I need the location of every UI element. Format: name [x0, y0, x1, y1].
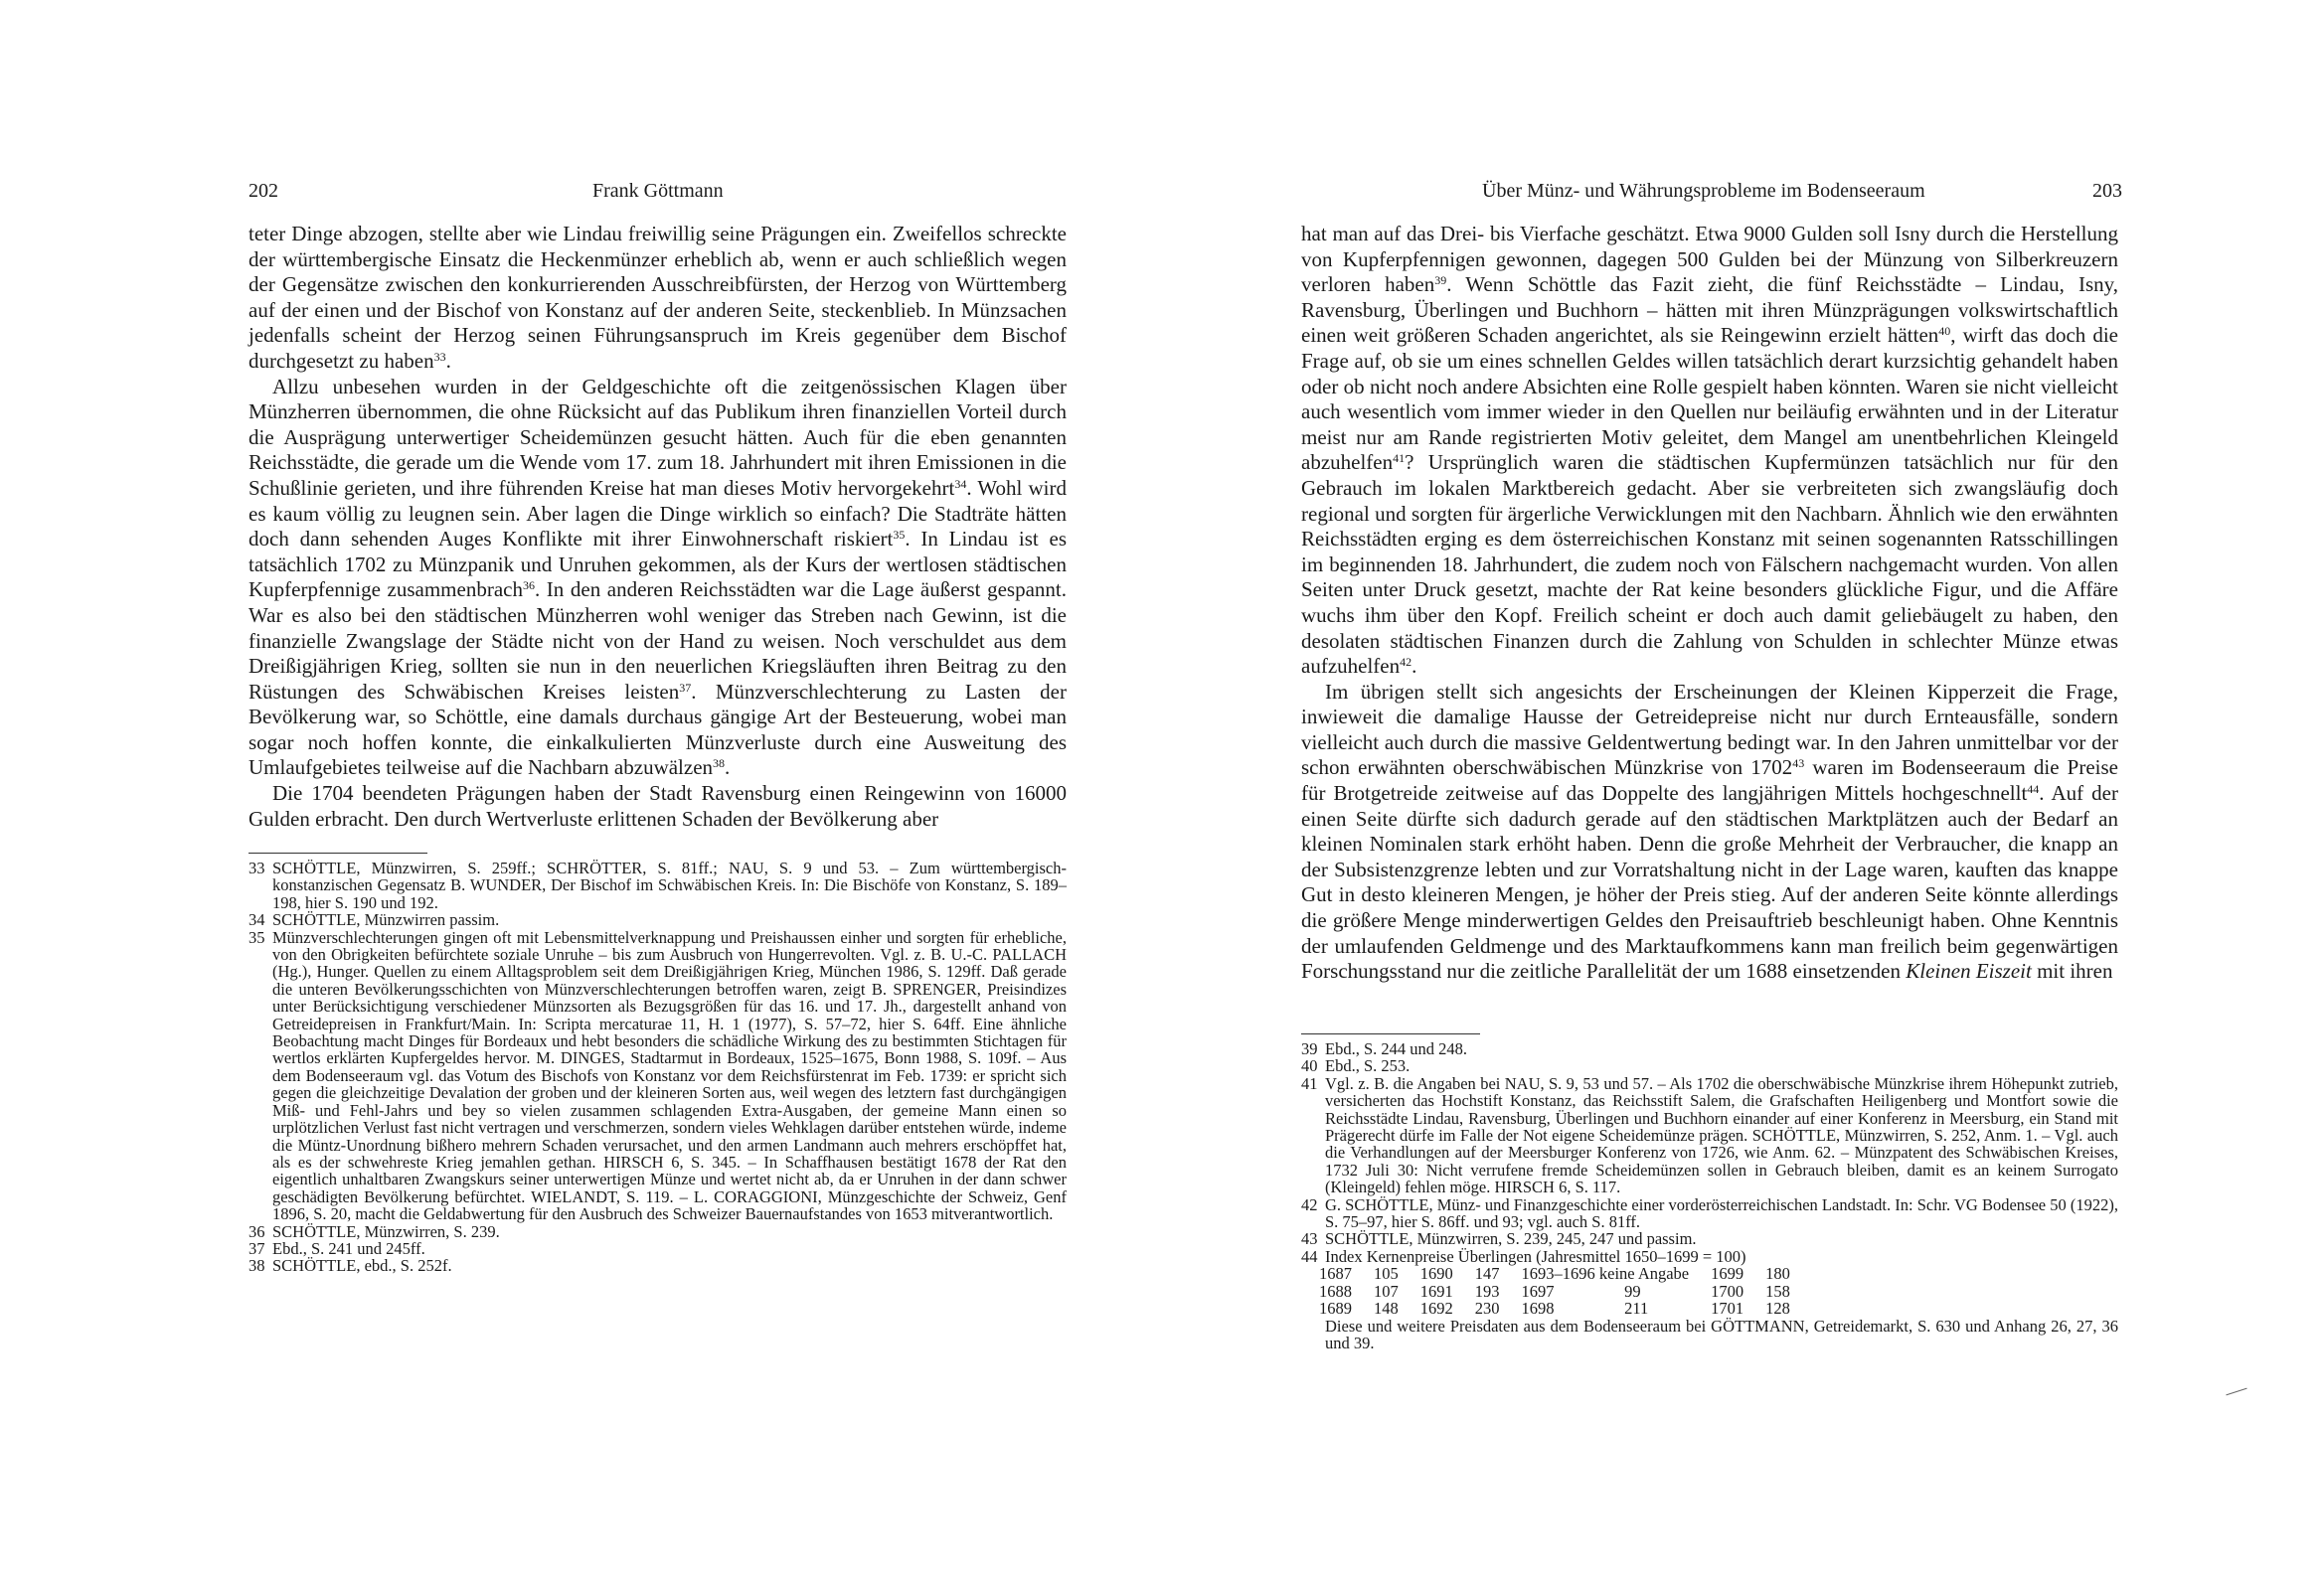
table-cell: 1699 [1711, 1264, 1744, 1284]
paragraph: hat man auf das Drei- bis Vierfache geschätzt. Etwa 9000 Gulden soll Isny durch die Herstellung von Kupferpfennigen gewonnen, dagegen 500 Gulden bei der Münzung von Silberkreuzern verloren haben$^{39}$. Wenn Schöttle das Fazit zieht, die fünf Reichsstädte – Lindau, Isny, Ravensburg, Überlingen und Buchhorn – hätten mit ihren Münzprägungen volkswirtschaftlich einen weit größeren Schaden angerichtet, als sie Reingewinn erzielt hätten$^{40}$, wirft das doch die Frage auf, ob sie um eines schnellen Geldes willen tatsächlich derart kurzsichtig gehandelt haben oder ob nicht noch andere Absichten eine Rolle gespielt haben könnten. Waren sie nicht vielleicht auch wesentlich vom immer wieder in den Quellen nur beiläufig erwähnten und in der Literatur meist nur am Rande registrierten Motiv geleitet, dem Mangel am unentbehrlichen Kleingeld abzuhelfen$^{41}$? Ursprünglich waren die städtischen Kupfermünzen tatsächlich nur für den Gebrauch im lokalen Marktbereich gedacht. Aber sie verbreiteten sich zwangsläufig doch regional und sorgten für ärgerliche Verwicklungen mit den Nachbarn. Ähnlich wie den erwähnten Reichsstädten erging es dem österreichischen Konstanz mit seinen sogenannten Ratsschillingen im beginnenden 18. Jahrhundert, die zudem noch von Fälschern nachgemacht wurden. Von allen Seiten unter Druck gesetzt, machte der Rat keine besonders glückliche Figur, und die Affäre wuchs ihm über den Kopf. Freilich scheint er doch auch damit geliebäugelt zu haben, den desolaten städtischen Finanzen durch die Zahlung von Schulden in schlechter Münze etwas aufzuhelfen$^{42}$. [1301, 222, 2119, 679]
table-cell: 1701 [1711, 1299, 1744, 1319]
paragraph: Im übrigen stellt sich angesichts der Erscheinungen der Kleinen Kipperzeit die Frage, inwieweit die damalige Hausse der Getreidepreise nicht nur durch Ernteausfälle, sondern vielleicht auch durch die massive Geldentwertung bedingt war. In den Jahren unmittelbar vor der schon erwähnten oberschwäbischen Münzkrise von 1702$^{43}$ waren im Bodenseeraum die Preise für Brotgetreide zeitweise auf das Doppelte des langjährigen Mittels hochgeschnellt$^{44}$. Auf der einen Seite dürfte sich dadurch gerade auf den städtischen Marktplätzen auch der Bedarf an kleinen Nominalen stark erhöht haben. Denn die große Mehrheit der Verbraucher, die knapp an der Subsistenzgrenze lebten und zur Vorratshaltung nicht in der Lage waren, kauften das knappe Gut in desto kleineren Mengen, je höher der Preis stieg. Auf der anderen Seite könnte allerdings die größere Menge minderwertigen Geldes den Preisauftrieb beschleunigt haben. Ohne Kenntnis der umlaufenden Geldmenge und des Marktaufkommens kann man freilich beim gegenwärtigen Forschungsstand nur die zeitliche Parallelität der um 1688 einsetzenden Kleinen Eiszeit mit ihren [1301, 679, 2118, 984]
table-cell: 1691 [1419, 1281, 1453, 1301]
table-cell: 1687 [1319, 1264, 1352, 1284]
table-cell: 1690 [1419, 1264, 1453, 1284]
footnote-rule [1301, 1033, 1480, 1034]
table-cell: 148 [1374, 1299, 1399, 1319]
table-cell: 1700 [1711, 1281, 1744, 1301]
footnote-33: 33 SCHÖTTLE, Münzwirren, S. 259ff.; SCHRÖTTER, S. 81ff.; NAU, S. 9 und 53. – Zum württembergisch-konstanzischen Gegensatz B. WUNDER, Der Bischof im Schwäbischen Kreis. In: Die Bischöfe von Konstanz, S. 189–198, hier S. 190 und 192. [249, 859, 1067, 912]
table-cell: 180 [1765, 1264, 1790, 1284]
right-body-text [1301, 222, 2118, 985]
table-cell: 99 [1624, 1281, 1641, 1301]
footnote-37: 37 Ebd., S. 241 und 245ff. [249, 1238, 425, 1258]
table-cell: 105 [1374, 1264, 1399, 1284]
running-head-right: Über Münz- und Währungsprobleme im Bodenseeraum [1482, 180, 1925, 202]
paragraph: Die 1704 beendeten Prägungen haben der Stadt Ravensburg einen Reingewinn von 16000 Gulden erbracht. Den durch Wertverluste erlittenen Schaden der Bevölkerung aber [249, 781, 1067, 831]
table-cell: 158 [1765, 1281, 1790, 1301]
left-body-text [249, 222, 1067, 832]
footnote-40: 40 Ebd., S. 253. [1301, 1056, 1411, 1076]
page-number-left: 202 [249, 180, 278, 202]
price-index-table [1319, 1265, 1812, 1317]
paragraph: Allzu unbesehen wurden in der Geldgeschichte oft die zeitgenössischen Klagen über Münzherren übernommen, die ohne Rücksicht auf das Publikum ihren finanziellen Vorteil durch die Ausprägung unterwertiger Scheidemünzen gesucht hätten. Auch für die eben genannten Reichsstädte, die gerade um die Wende vom 17. zum 18. Jahrhundert mit ihren Emissionen in die Schußlinie gerieten, und ihre führenden Kreise hat man dieses Motiv hervorgekehrt$^{34}$. Wohl wird es kaum völlig zu leugnen sein. Aber lagen die Dinge wirklich so einfach? Die Stadträte hätten doch dann sehenden Auges Konflikte mit ihrer Einwohnerschaft riskiert$^{35}$. In Lindau ist es tatsächlich 1702 zu Münzpanik und Unruhen gekommen, als der Kurs der wertlosen städtischen Kupferpfennige zusammenbrach$^{36}$. In den anderen Reichsstädten war die Lage äußerst gespannt. War es also bei den städtischen Münzherren wohl weniger das Streben nach Gewinn, ist die finanzielle Zwangslage der Städte nicht von der Hand zu weisen. Noch verschuldet aus dem Dreißigjährigen Krieg, sollten sie nun in den neuerlichen Kriegsläuften ihren Beitrag zu den Rüstungen des Schwäbischen Kreises leisten$^{37}$. Münzverschlechterung zu Lasten der Bevölkerung war, so Schöttle, eine damals durchaus gängige Art der Besteuerung, wobei man sogar noch hoffen konnte, die einkalkulierten Münzverluste durch eine Ausweitung des Umlaufgebietes teilweise auf die Nachbarn abzuwälzen$^{38}$. [249, 374, 1068, 780]
table-cell: 193 [1474, 1281, 1500, 1301]
table-cell: 1688 [1319, 1281, 1352, 1301]
footnote-41: 41 Vgl. z. B. die Angaben bei NAU, S. 9, 53 und 57. – Als 1702 die oberschwäbische Münzkrise ihrem Höhepunkt zutrieb, versicherten das Hochstift Konstanz, das Reichsstift Salem, die Grafschaften Heiligenberg und Montfort sowie die Reichsstädte Lindau, Ravensburg, Überlingen und Buchhorn einander auf einer Konferenz in Meersburg, ein Stand mit Prägerecht dürfe im Falle der Not eigene Scheidemünze prägen. SCHÖTTLE, Münzwirren, S. 252, Anm. 1. – Vgl. auch die Verhandlungen auf der Meersburger Konferenz von 1726, wie Anm. 62. – Münzpatent des Schwäbischen Kreises, 1732 Juli 30: Nicht verrufene fremde Scheidemünzen sollen in Gebrauch bleiben, damit es an keinem Surrogato (Kleingeld) fehlen möge. HIRSCH 6, S. 117. [1301, 1073, 2118, 1197]
footnote-34: 34 SCHÖTTLE, Münzwirren passim. [249, 910, 500, 930]
table-cell: 1689 [1319, 1299, 1352, 1319]
table-cell: 211 [1624, 1299, 1649, 1319]
table-cell: 1697 [1521, 1281, 1555, 1301]
paragraph: teter Dinge abzogen, stellte aber wie Lindau freiwillig seine Prägungen ein. Zweifellos schreckte der württembergische Einsatz die Heckenmünzer erheblich ab, wenn er auch schließlich wegen der Gegensätze zwischen den konkurrierenden Ausschreibfürsten, der Herzog von Württemberg auf der einen und der Bischof von Konstanz auf der anderen Seite, steckenblieb. In Münzsachen jedenfalls scheint der Herzog seinen Führungsanspruch im Kreis gegenüber dem Bischof durchgesetzt zu haben$^{33}$. [249, 222, 1067, 373]
running-head-left: Frank Göttmann [592, 180, 724, 202]
footnote-43: 43 SCHÖTTLE, Münzwirren, S. 239, 245, 247 und passim. [1301, 1229, 1697, 1249]
right-page [1162, 0, 2324, 1577]
footnote-38: 38 SCHÖTTLE, ebd., S. 252f. [249, 1256, 452, 1276]
table-cell: 230 [1474, 1299, 1500, 1319]
footnote-42: 42 G. SCHÖTTLE, Münz- und Finanzgeschichte einer vorderösterreichischen Landstadt. In: Schr. VG Bodensee 50 (1922), S. 75–97, hier S. 86ff. und 93; vgl. auch S. 81ff. [1301, 1194, 2118, 1232]
table-row [1319, 1300, 1812, 1317]
table-cell: 1693–1696 keine Angabe [1521, 1264, 1690, 1284]
table-cell: 1698 [1521, 1299, 1555, 1319]
footnote-35: 35 Münzverschlechterungen gingen oft mit Lebensmittelverknappung und Preishaussen einher und sorgten für erhebliche, von den Obrigkeiten befürchtete soziale Unruhe – bis zum Ausbruch von Hungerrevolten. Vgl. z. B. U.-C. PALLACH (Hg.), Hunger. Quellen zu einem Alltagsproblem seit dem Dreißigjährigen Krieg, München 1986, S. 129ff. Daß gerade die unteren Bevölkerungsschichten von Münzverschlechterungen betroffen waren, zeigt B. SPRENGER, Preisindizes unter Berücksichtigung verschiedener Münzsorten als Bezugsgrößen für das 16. und 17. Jh., dargestellt anhand von Getreidepreisen in Frankfurt/Main. In: Scripta mercaturae 11, H. 1 (1977), S. 57–72, hier S. 64ff. Eine ähnliche Beobachtung macht Dinges für Bordeaux und hebt besonders die schädliche Wirkung des zu bestimmten Stichtagen für wertlos erklärten Kupfergeldes hervor. M. DINGES, Stadtarmut in Bordeaux, 1525–1675, Bonn 1988, S. 109f. – Aus dem Bodenseeraum vgl. das Votum des Bischofs von Konstanz vor dem Reichsfürstenrat im Feb. 1739: er spricht sich gegen die gleichzeitige Devalation der groben und der kleineren Sorten aus, weil wegen des letztern fast durchgängigen Miß- und Fehl-Jahrs und bey so vielen zusammen schlagenden Extra-Ausgaben, der gemeine Mann einen so urplötzlichen Verlust fast nicht vertragen und verschmerzen, sondern vieles Wehklagen darüber entstehen würde, indeme die Müntz-Unordnung bißhero mehrern Schaden verursachet, und den armen Landmann auch mehrers erschöpffet hat, als es der schwehreste Krieg jemahlen gethan. HIRSCH 6, S. 345. – In Schaffhausen bestätigt 1678 der Rat den eigentlich unhaltbaren Zwangskurs seiner unterwertigen Münze und wertet nicht ab, da er Unruhen in der dann schwer geschädigten Bevölkerung befürchtet. WIELANDT, S. 119. – L. CORAGGIONI, Münzgeschichte der Schweiz, Genf 1896, S. 20, macht die Geldabwertung für den Ausbruch des Schweizer Bauernaufstandes von 1653 mitverantwortlich. [249, 927, 1067, 1224]
scan-mark [2226, 1388, 2246, 1396]
table-row [1319, 1265, 1812, 1282]
page-number-right: 203 [2092, 180, 2122, 202]
table-cell: 128 [1765, 1299, 1790, 1319]
footnote-44: 44 Index Kernenpreise Überlingen (Jahresmittel 1650–1699 = 100) [1301, 1246, 1746, 1266]
footnote-44-tail: Diese und weitere Preisdaten aus dem Bodenseeraum bei GÖTTMANN, Getreidemarkt, S. 630 und Anhang 26, 27, 36 und 39. [1325, 1316, 2118, 1352]
table-row [1319, 1283, 1812, 1300]
table-cell: 147 [1474, 1264, 1500, 1284]
footnote-36: 36 SCHÖTTLE, Münzwirren, S. 239. [249, 1221, 500, 1241]
footnote-rule [249, 853, 427, 854]
footnote-39: 39 Ebd., S. 244 und 248. [1301, 1039, 1468, 1058]
table-cell: 1692 [1419, 1299, 1453, 1319]
left-footnotes [249, 860, 1067, 1275]
right-footnotes [1301, 1040, 2118, 1351]
table-cell: 107 [1374, 1281, 1399, 1301]
